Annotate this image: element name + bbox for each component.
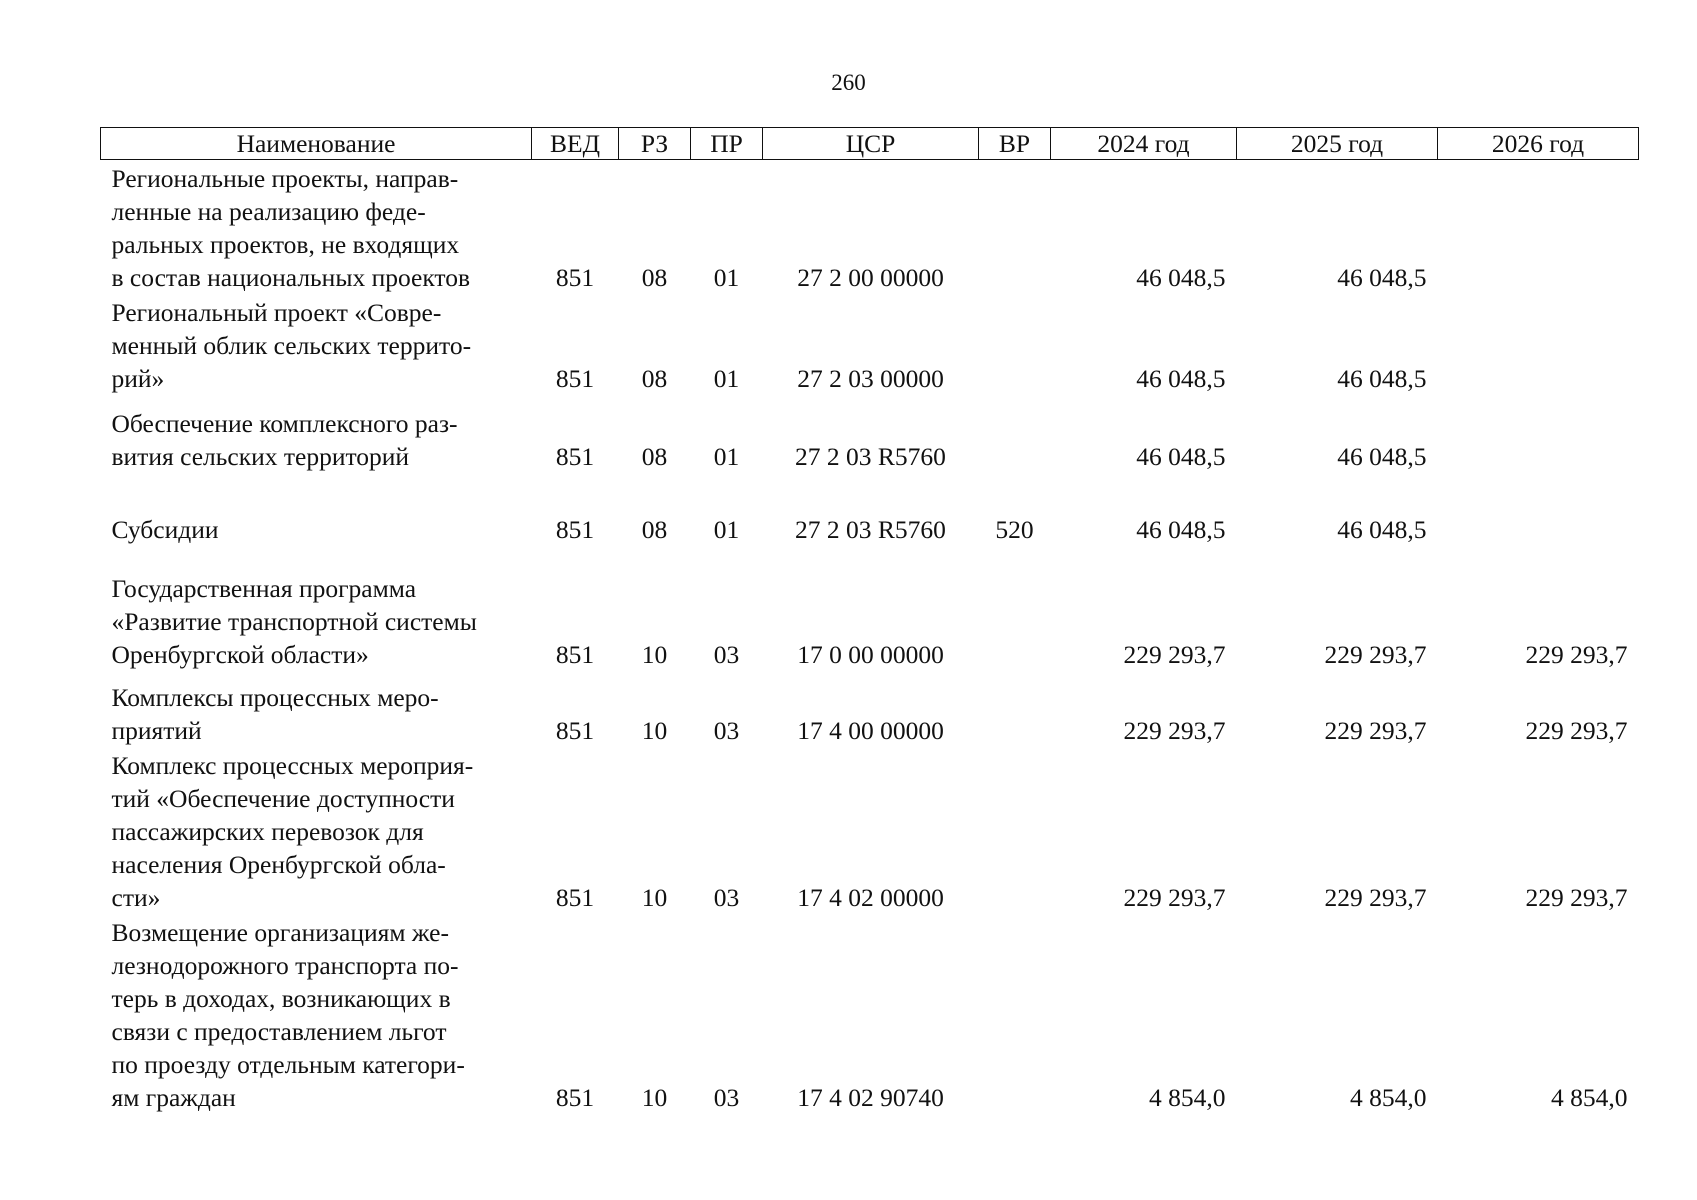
cell-vr (979, 679, 1051, 747)
row-spacer (101, 546, 1639, 570)
budget-table (100, 127, 1639, 1114)
row-spacer-cell (101, 671, 1639, 679)
header-csr: ЦСР (763, 128, 979, 160)
cell-y2024: 4 854,0 (1149, 1083, 1226, 1112)
cell-y2024: 46 048,5 (1136, 515, 1226, 544)
cell-ved: 851 (555, 716, 595, 745)
cell-pr: 03 (713, 716, 740, 745)
cell-ved: 851 (555, 1083, 595, 1112)
header-2024: 2024 год (1051, 128, 1237, 160)
cell-ved: 851 (555, 883, 595, 912)
cell-vr: 520 (995, 515, 1034, 544)
budget-table-container (100, 127, 1638, 1114)
cell-vr (979, 160, 1051, 295)
cell-rz: 08 (641, 364, 668, 393)
cell-y2026 (1438, 160, 1639, 295)
table-row (101, 405, 1639, 473)
cell-y2024: 229 293,7 (1123, 716, 1226, 745)
cell-rz: 08 (641, 515, 668, 544)
header-name: Наименование (101, 128, 532, 160)
cell-csr: 27 2 03 R5760 (795, 442, 946, 471)
row-spacer (101, 671, 1639, 679)
row-name-line: по проезду отдельным категори- (111, 1050, 465, 1079)
cell-y2026 (1438, 511, 1639, 546)
cell-rz: 10 (641, 883, 668, 912)
cell-y2026: 229 293,7 (1525, 883, 1628, 912)
row-name-line: ленные на реализацию феде- (111, 197, 426, 226)
header-2025: 2025 год (1237, 128, 1438, 160)
cell-name (101, 679, 532, 747)
row-name-line: рий» (111, 364, 165, 393)
cell-name (101, 570, 532, 671)
row-name-line: Обеспечение комплексного раз- (111, 409, 458, 438)
table-row (101, 914, 1639, 1114)
row-name-line: Комплексы процессных меро- (111, 683, 439, 712)
row-name-line: Региональный проект «Совре- (111, 298, 442, 327)
cell-csr: 17 4 00 00000 (797, 716, 944, 745)
row-name-line: сти» (111, 883, 161, 912)
row-name-line: менный облик сельских террито- (111, 331, 472, 360)
table-row (101, 747, 1639, 914)
cell-name (101, 747, 532, 914)
cell-csr: 27 2 00 00000 (797, 263, 944, 292)
cell-csr: 27 2 03 R5760 (795, 515, 946, 544)
cell-ved: 851 (555, 442, 595, 471)
page-number: 260 (831, 70, 866, 95)
cell-pr: 03 (713, 883, 740, 912)
cell-rz: 10 (641, 1083, 668, 1112)
cell-y2025: 46 048,5 (1337, 364, 1427, 393)
cell-pr: 01 (713, 263, 740, 292)
cell-pr: 01 (713, 364, 740, 393)
cell-ved: 851 (555, 515, 595, 544)
row-name-line: терь в доходах, возникающих в (111, 984, 451, 1013)
cell-pr: 01 (713, 442, 740, 471)
cell-y2024: 46 048,5 (1136, 364, 1226, 393)
cell-y2025: 46 048,5 (1337, 442, 1427, 471)
cell-ved: 851 (555, 640, 595, 669)
row-name-line: ям граждан (111, 1083, 236, 1112)
cell-name (101, 294, 532, 395)
table-row (101, 294, 1639, 395)
cell-y2025: 229 293,7 (1324, 883, 1427, 912)
row-name-line: тий «Обеспечение доступности (111, 784, 455, 813)
row-spacer-cell (101, 473, 1639, 511)
cell-rz: 08 (641, 442, 668, 471)
header-rz: РЗ (619, 128, 691, 160)
row-name-line: «Развитие транспортной системы (111, 607, 477, 636)
cell-y2024: 46 048,5 (1136, 442, 1226, 471)
row-name-line: Возмещение организациям же- (111, 918, 449, 947)
row-spacer (101, 395, 1639, 405)
cell-name (101, 511, 532, 546)
table-row (101, 570, 1639, 671)
row-name-line: в состав национальных проектов (111, 263, 471, 292)
cell-vr (979, 294, 1051, 395)
header-vr: ВР (979, 128, 1051, 160)
table-header-row (101, 128, 1639, 160)
cell-name (101, 405, 532, 473)
cell-name (101, 914, 532, 1114)
cell-y2025: 46 048,5 (1337, 263, 1427, 292)
row-name-line: приятий (111, 716, 202, 745)
cell-vr (979, 747, 1051, 914)
cell-pr: 03 (713, 640, 740, 669)
cell-pr: 01 (713, 515, 740, 544)
header-2026: 2026 год (1438, 128, 1639, 160)
cell-y2026 (1438, 294, 1639, 395)
row-name-line: пассажирских перевозок для (111, 817, 424, 846)
cell-ved: 851 (555, 263, 595, 292)
cell-csr: 27 2 03 00000 (797, 364, 944, 393)
table-body (101, 160, 1639, 1115)
row-name-line: населения Оренбургской обла- (111, 850, 446, 879)
cell-rz: 10 (641, 716, 668, 745)
cell-y2026: 4 854,0 (1551, 1083, 1628, 1112)
header-pr: ПР (691, 128, 763, 160)
cell-y2024: 229 293,7 (1123, 640, 1226, 669)
cell-y2026: 229 293,7 (1525, 640, 1628, 669)
row-spacer-cell (101, 546, 1639, 570)
row-name-line: Оренбургской области» (111, 640, 369, 669)
cell-csr: 17 0 00 00000 (797, 640, 944, 669)
row-name-line: ральных проектов, не входящих (111, 230, 460, 259)
cell-y2025: 46 048,5 (1337, 515, 1427, 544)
row-name-line: связи с предоставлением льгот (111, 1017, 447, 1046)
cell-name (101, 160, 532, 295)
cell-rz: 08 (641, 263, 668, 292)
table-row (101, 160, 1639, 295)
table-row (101, 511, 1639, 546)
cell-y2025: 229 293,7 (1324, 716, 1427, 745)
cell-y2025: 229 293,7 (1324, 640, 1427, 669)
row-spacer-cell (101, 395, 1639, 405)
cell-csr: 17 4 02 90740 (797, 1083, 944, 1112)
cell-csr: 17 4 02 00000 (797, 883, 944, 912)
header-ved: ВЕД (532, 128, 619, 160)
cell-y2025: 4 854,0 (1350, 1083, 1427, 1112)
row-name-line: Комплекс процессных мероприя- (111, 751, 474, 780)
cell-vr (979, 914, 1051, 1114)
row-name-line: лезнодорожного транспорта по- (111, 951, 459, 980)
cell-vr (979, 405, 1051, 473)
row-name-line: Региональные проекты, направ- (111, 164, 459, 193)
cell-y2024: 229 293,7 (1123, 883, 1226, 912)
row-spacer (101, 473, 1639, 511)
cell-y2026 (1438, 405, 1639, 473)
cell-vr (979, 570, 1051, 671)
row-name-line: Государственная программа (111, 574, 417, 603)
cell-pr: 03 (713, 1083, 740, 1112)
table-row (101, 679, 1639, 747)
cell-rz: 10 (641, 640, 668, 669)
cell-y2026: 229 293,7 (1525, 716, 1628, 745)
cell-y2024: 46 048,5 (1136, 263, 1226, 292)
row-name-line: Субсидии (111, 515, 219, 544)
row-name-line: вития сельских территорий (111, 442, 410, 471)
cell-ved: 851 (555, 364, 595, 393)
